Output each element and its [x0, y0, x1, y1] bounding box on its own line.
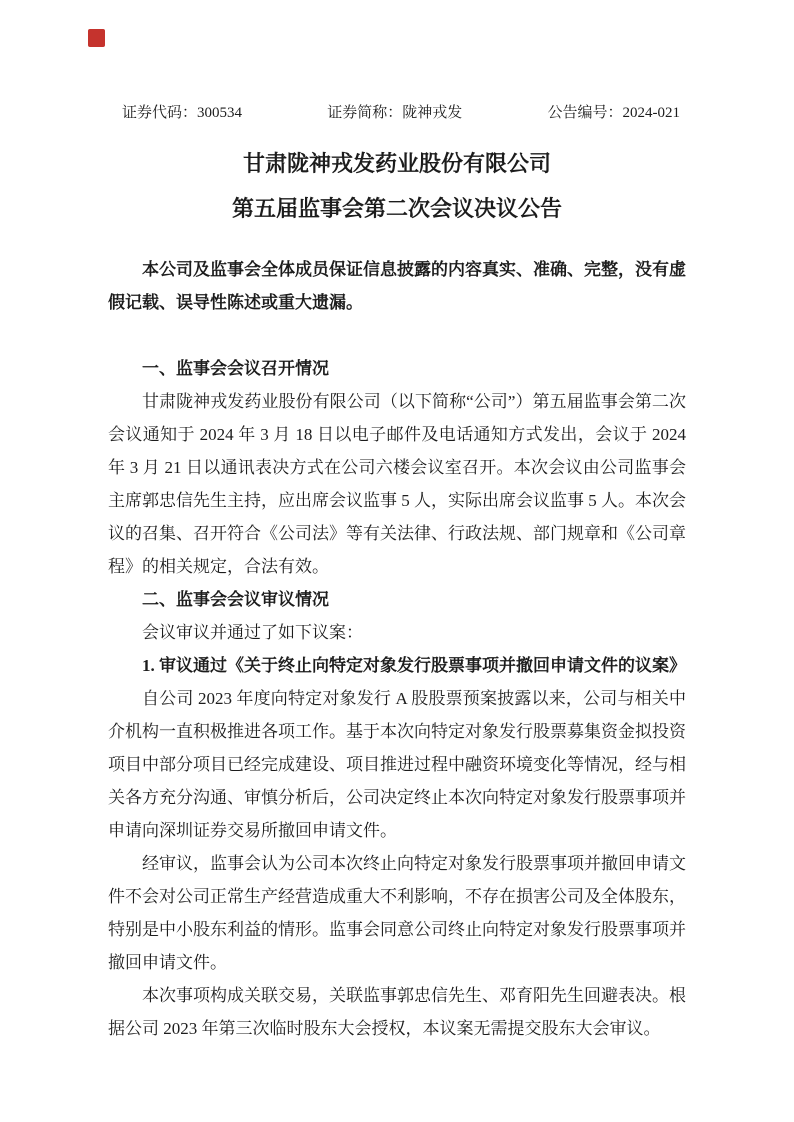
section2-intro: 会议审议并通过了如下议案：: [142, 623, 363, 642]
disclaimer-paragraph: 本公司及监事会全体成员保证信息披露的内容真实、准确、完整，没有虚假记载、误导性陈述或重大遗漏。: [108, 260, 686, 312]
red-annotation-mark: [88, 29, 105, 47]
agenda-item1-heading: 1. 审议通过《关于终止向特定对象发行股票事项并撤回申请文件的议案》: [142, 656, 686, 675]
company-name-title: 甘肃陇神戎发药业股份有限公司: [242, 151, 551, 176]
section1-paragraph: 甘肃陇神戎发药业股份有限公司（以下简称“公司”）第五届监事会第二次会议通知于 2024 年 3 月 18 日以电子邮件及电话通知方式发出，会议于 2024 年 3 月 21 日以通讯表决方式在公司六楼会议室召开。本次会议由公司监事会主席郭忠信先生主持，应出席会议监事 5 人，实际出席会议监事 5 人。本次会议的召集、召开符合《公司法》等有关法律、行政法规、部门规章和《公司章程》的相关规定，合法有效。: [108, 392, 686, 576]
stock-name-label: 证券简称：陇神戎发: [327, 105, 463, 121]
section2-heading: 二、监事会会议审议情况: [142, 590, 329, 609]
agenda-item1-paragraph-2: 经审议，监事会认为公司本次终止向特定对象发行股票事项并撤回申请文件不会对公司正常生产经营造成重大不利影响，不存在损害公司及全体股东，特别是中小股东利益的情形。监事会同意公司终止向特定对象发行股票事项并撤回申请文件。: [108, 854, 686, 972]
meeting-resolution-title: 第五届监事会第二次会议决议公告: [231, 196, 562, 221]
agenda-item1-paragraph-1: 自公司 2023 年度向特定对象发行 A 股股票预案披露以来，公司与相关中介机构一直积极推进各项工作。基于本次向特定对象发行股票募集资金拟投资项目中部分项目已经完成建设、项目推进过程中融资环境变化等情况，经与相关各方充分沟通、审慎分析后，公司决定终止本次向特定对象发行股票事项并申请向深圳证券交易所撤回申请文件。: [108, 689, 686, 840]
announcement-number-label: 公告编号：2024-021: [547, 105, 680, 121]
document-content: [108, 0, 686, 1045]
section1-heading: 一、监事会会议召开情况: [142, 359, 329, 378]
stock-code-label: 证券代码：300534: [122, 105, 243, 121]
agenda-item1-paragraph-3: 本次事项构成关联交易，关联监事郭忠信先生、邓育阳先生回避表决。根据公司 2023 年第三次临时股东大会授权，本议案无需提交股东大会审议。: [108, 986, 686, 1038]
securities-header-row: [108, 103, 686, 123]
